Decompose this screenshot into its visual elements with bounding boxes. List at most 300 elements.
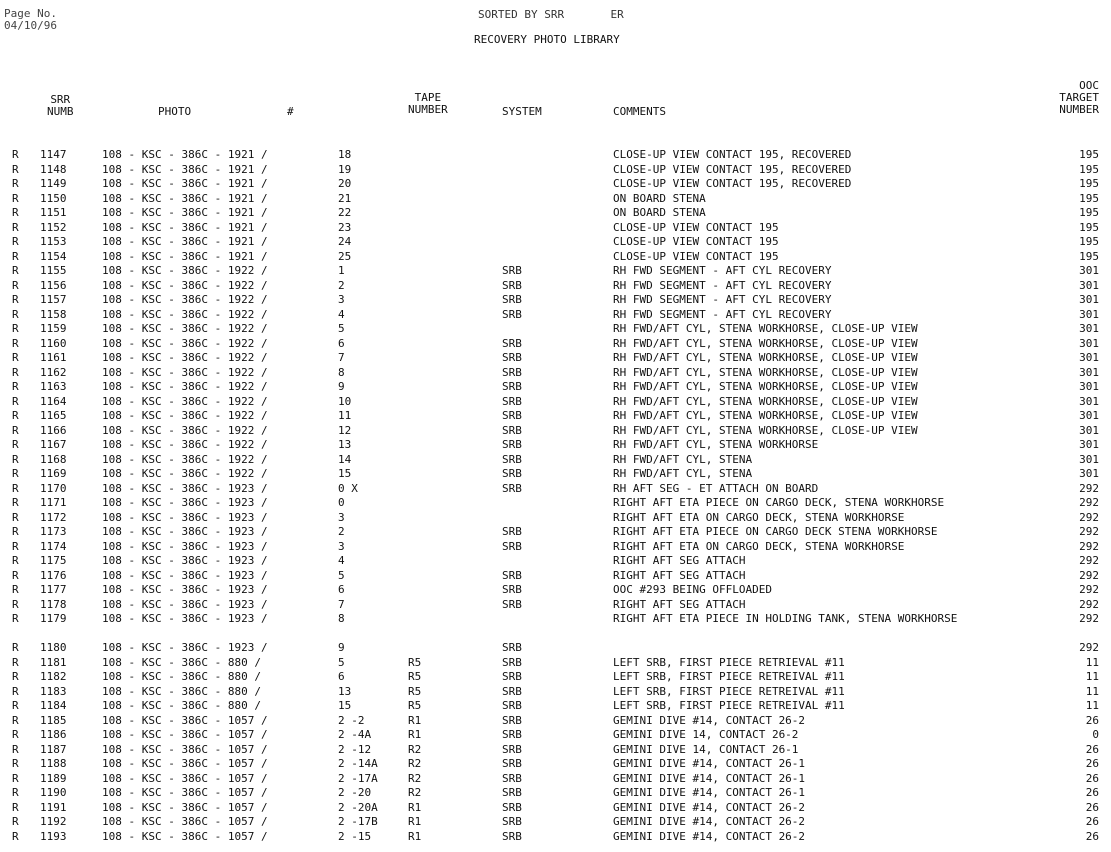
cell-flag: R (12, 336, 19, 350)
cell-photo-id: 108 - KSC - 386C - 1922 / (102, 336, 268, 350)
cell-comments: LEFT SRB, FIRST PIECE RETREIVAL #11 (613, 684, 845, 698)
cell-system: SRB (502, 800, 522, 814)
cell-frame-number: 2 -20 (338, 786, 372, 799)
cell-photo-id: 108 - KSC - 386C - 1922 / (102, 264, 268, 277)
cell-flag: R (12, 670, 19, 683)
cell-comments: LEFT SRB, FIRST PIECE RETRIEVAL #11 (613, 655, 845, 669)
cell-srr-number: 1191 (40, 800, 67, 814)
cell-flag: R (12, 641, 19, 654)
cell-photo-id: 108 - KSC - 386C - 1923 / (102, 554, 268, 567)
cell-comments: RH FWD/AFT CYL, STENA WORKHORSE, CLOSE-UP VIEW (613, 322, 918, 335)
cell-system: SRB (502, 699, 522, 712)
cell-photo-id: 108 - KSC - 386C - 1057 / (102, 771, 268, 785)
cell-frame-number: 10 (338, 394, 352, 408)
cell-comments: RH FWD SEGMENT - AFT CYL RECOVERY (613, 307, 832, 321)
cell-photo-id: 108 - KSC - 386C - 1922 / (102, 322, 268, 335)
cell-photo-id: 108 - KSC - 386C - 1057 / (102, 815, 268, 828)
table-row (0, 235, 1111, 250)
cell-comments: GEMINI DIVE 14, CONTACT 26-2 (613, 728, 799, 741)
page-number-label: Page No. (4, 7, 57, 20)
cell-frame-number: 2 -4A (338, 728, 372, 741)
cell-ooc-target: 292 (1079, 583, 1099, 596)
cell-tape-number: R2 (408, 771, 422, 785)
cell-comments: ON BOARD STENA (613, 191, 706, 205)
cell-frame-number: 15 (338, 699, 352, 712)
cell-tape-number: R5 (408, 684, 422, 698)
cell-comments: RIGHT AFT ETA PIECE IN HOLDING TANK, STENA WORKHORSE (613, 612, 958, 625)
cell-flag: R (12, 699, 19, 712)
cell-photo-id: 108 - KSC - 386C - 1922 / (102, 452, 268, 466)
table-row (0, 221, 1111, 236)
cell-srr-number: 1168 (40, 452, 67, 466)
col-comments-header: COMMENTS (613, 105, 666, 118)
table-row (0, 511, 1111, 526)
cell-flag: R (12, 786, 19, 799)
cell-ooc-target: 26 (1085, 800, 1099, 814)
cell-frame-number: 7 (338, 351, 345, 364)
cell-flag: R (12, 612, 19, 625)
cell-ooc-target: 11 (1085, 684, 1099, 698)
cell-comments: CLOSE-UP VIEW CONTACT 195 (613, 249, 779, 263)
cell-photo-id: 108 - KSC - 386C - 1057 / (102, 829, 268, 843)
cell-comments: LEFT SRB, FIRST PIECE RETREIVAL #11 (613, 670, 845, 683)
table-row (0, 293, 1111, 308)
cell-frame-number: 21 (338, 191, 352, 205)
cell-photo-id: 108 - KSC - 386C - 880 / (102, 670, 261, 683)
cell-system: SRB (502, 771, 522, 785)
report-title: RECOVERY PHOTO LIBRARY (474, 33, 620, 46)
cell-flag: R (12, 713, 19, 727)
cell-srr-number: 1181 (40, 655, 67, 669)
cell-ooc-target: 195 (1079, 191, 1099, 205)
cell-photo-id: 108 - KSC - 386C - 1921 / (102, 177, 268, 190)
photo-table-body (0, 148, 1111, 844)
cell-photo-id: 108 - KSC - 386C - 1922 / (102, 394, 268, 408)
cell-photo-id: 108 - KSC - 386C - 1923 / (102, 510, 268, 524)
cell-frame-number: 2 -15 (338, 829, 372, 843)
cell-frame-number: 12 (338, 423, 352, 437)
cell-flag: R (12, 757, 19, 770)
table-row (0, 801, 1111, 816)
cell-ooc-target: 292 (1079, 525, 1099, 538)
cell-ooc-target: 292 (1079, 641, 1099, 654)
cell-comments: RH AFT SEG - ET ATTACH ON BOARD (613, 481, 819, 495)
cell-flag: R (12, 438, 19, 451)
col-ooc-line2: TARGET (1059, 91, 1099, 104)
cell-frame-number: 25 (338, 249, 352, 263)
cell-frame-number: 6 (338, 583, 345, 596)
cell-flag: R (12, 481, 19, 495)
cell-comments: RH FWD/AFT CYL, STENA WORKHORSE, CLOSE-UP VIEW (613, 380, 918, 393)
cell-ooc-target: 301 (1079, 423, 1099, 437)
cell-flag: R (12, 249, 19, 263)
cell-srr-number: 1154 (40, 249, 67, 263)
cell-photo-id: 108 - KSC - 386C - 1921 / (102, 235, 268, 248)
cell-ooc-target: 0 (1092, 728, 1099, 741)
cell-system: SRB (502, 380, 522, 393)
cell-comments: GEMINI DIVE #14, CONTACT 26-1 (613, 786, 806, 799)
cell-flag: R (12, 235, 19, 248)
cell-srr-number: 1156 (40, 278, 67, 292)
cell-photo-id: 108 - KSC - 386C - 1921 / (102, 162, 268, 176)
cell-frame-number: 19 (338, 162, 352, 176)
cell-comments: RH FWD SEGMENT - AFT CYL RECOVERY (613, 293, 832, 306)
cell-flag: R (12, 380, 19, 393)
cell-comments: RH FWD/AFT CYL, STENA (613, 452, 753, 466)
cell-srr-number: 1190 (40, 786, 67, 799)
cell-srr-number: 1167 (40, 438, 67, 451)
cell-comments: GEMINI DIVE #14, CONTACT 26-1 (613, 757, 806, 770)
cell-flag: R (12, 365, 19, 379)
cell-photo-id: 108 - KSC - 386C - 1922 / (102, 409, 268, 422)
cell-frame-number: 2 -17A (338, 771, 378, 785)
cell-ooc-target: 301 (1079, 467, 1099, 480)
cell-photo-id: 108 - KSC - 386C - 1057 / (102, 757, 268, 770)
cell-srr-number: 1151 (40, 206, 67, 219)
cell-ooc-target: 301 (1079, 293, 1099, 306)
cell-srr-number: 1155 (40, 264, 67, 277)
cell-ooc-target: 301 (1079, 409, 1099, 422)
cell-comments: RH FWD/AFT CYL, STENA (613, 467, 753, 480)
cell-system: SRB (502, 670, 522, 683)
cell-system: SRB (502, 365, 522, 379)
cell-tape-number: R2 (408, 786, 422, 799)
cell-ooc-target: 301 (1079, 264, 1099, 277)
cell-ooc-target: 26 (1085, 771, 1099, 785)
cell-flag: R (12, 307, 19, 321)
table-row (0, 264, 1111, 279)
cell-system: SRB (502, 525, 522, 538)
cell-frame-number: 4 (338, 554, 345, 567)
cell-srr-number: 1163 (40, 380, 67, 393)
cell-frame-number: 2 (338, 278, 345, 292)
table-row (0, 743, 1111, 758)
cell-photo-id: 108 - KSC - 386C - 1921 / (102, 220, 268, 234)
cell-photo-id: 108 - KSC - 386C - 880 / (102, 684, 261, 698)
cell-system: SRB (502, 264, 522, 277)
cell-srr-number: 1152 (40, 220, 67, 234)
table-row (0, 583, 1111, 598)
cell-flag: R (12, 220, 19, 234)
cell-frame-number: 9 (338, 380, 345, 393)
cell-srr-number: 1183 (40, 684, 67, 698)
cell-tape-number: R1 (408, 728, 422, 741)
cell-system: SRB (502, 438, 522, 451)
cell-srr-number: 1187 (40, 742, 67, 756)
cell-tape-number: R1 (408, 800, 422, 814)
cell-frame-number: 24 (338, 235, 352, 248)
cell-comments: RIGHT AFT SEG ATTACH (613, 554, 746, 567)
cell-srr-number: 1193 (40, 829, 67, 843)
table-row (0, 337, 1111, 352)
cell-srr-number: 1169 (40, 467, 67, 480)
table-row (0, 699, 1111, 714)
cell-ooc-target: 195 (1079, 162, 1099, 176)
cell-srr-number: 1186 (40, 728, 67, 741)
cell-comments: ON BOARD STENA (613, 206, 706, 219)
cell-flag: R (12, 423, 19, 437)
cell-photo-id: 108 - KSC - 386C - 1921 / (102, 148, 268, 161)
cell-tape-number: R5 (408, 699, 422, 712)
cell-system: SRB (502, 728, 522, 741)
cell-photo-id: 108 - KSC - 386C - 1923 / (102, 597, 268, 611)
cell-flag: R (12, 293, 19, 306)
cell-ooc-target: 292 (1079, 481, 1099, 495)
table-row (0, 554, 1111, 569)
cell-system: SRB (502, 293, 522, 306)
cell-system: SRB (502, 742, 522, 756)
cell-flag: R (12, 728, 19, 741)
cell-photo-id: 108 - KSC - 386C - 1921 / (102, 206, 268, 219)
cell-frame-number: 5 (338, 322, 345, 335)
cell-system: SRB (502, 394, 522, 408)
cell-comments: RH FWD SEGMENT - AFT CYL RECOVERY (613, 264, 832, 277)
cell-comments: RIGHT AFT SEG ATTACH (613, 597, 746, 611)
cell-flag: R (12, 191, 19, 205)
cell-photo-id: 108 - KSC - 386C - 880 / (102, 655, 261, 669)
cell-system: SRB (502, 539, 522, 553)
cell-srr-number: 1180 (40, 641, 67, 654)
cell-ooc-target: 26 (1085, 713, 1099, 727)
cell-srr-number: 1150 (40, 191, 67, 205)
cell-srr-number: 1157 (40, 293, 67, 306)
cell-flag: R (12, 322, 19, 335)
cell-ooc-target: 301 (1079, 351, 1099, 364)
cell-photo-id: 108 - KSC - 386C - 1922 / (102, 438, 268, 451)
cell-srr-number: 1162 (40, 365, 67, 379)
cell-flag: R (12, 177, 19, 190)
cell-ooc-target: 195 (1079, 220, 1099, 234)
cell-ooc-target: 26 (1085, 757, 1099, 770)
cell-system: SRB (502, 467, 522, 480)
cell-srr-number: 1153 (40, 235, 67, 248)
cell-flag: R (12, 684, 19, 698)
cell-frame-number: 4 (338, 307, 345, 321)
cell-system: SRB (502, 786, 522, 799)
cell-frame-number: 1 (338, 264, 345, 277)
cell-ooc-target: 26 (1085, 742, 1099, 756)
cell-frame-number: 0 (338, 496, 345, 509)
cell-photo-id: 108 - KSC - 386C - 1922 / (102, 467, 268, 480)
cell-flag: R (12, 771, 19, 785)
cell-frame-number: 8 (338, 612, 345, 625)
cell-ooc-target: 301 (1079, 365, 1099, 379)
cell-photo-id: 108 - KSC - 386C - 1057 / (102, 728, 268, 741)
cell-system: SRB (502, 423, 522, 437)
table-row (0, 438, 1111, 453)
cell-photo-id: 108 - KSC - 386C - 1922 / (102, 351, 268, 364)
cell-photo-id: 108 - KSC - 386C - 880 / (102, 699, 261, 712)
cell-photo-id: 108 - KSC - 386C - 1923 / (102, 583, 268, 596)
table-row (0, 525, 1111, 540)
cell-ooc-target: 195 (1079, 177, 1099, 190)
cell-srr-number: 1160 (40, 336, 67, 350)
cell-ooc-target: 292 (1079, 539, 1099, 553)
table-row (0, 366, 1111, 381)
cell-photo-id: 108 - KSC - 386C - 1923 / (102, 496, 268, 509)
cell-flag: R (12, 539, 19, 553)
cell-frame-number: 6 (338, 336, 345, 350)
cell-srr-number: 1166 (40, 423, 67, 437)
cell-comments: OOC #293 BEING OFFLOADED (613, 583, 772, 596)
cell-ooc-target: 292 (1079, 554, 1099, 567)
cell-photo-id: 108 - KSC - 386C - 1922 / (102, 307, 268, 321)
table-row (0, 815, 1111, 830)
cell-comments: RIGHT AFT ETA PIECE ON CARGO DECK STENA WORKHORSE (613, 525, 938, 538)
cell-photo-id: 108 - KSC - 386C - 1922 / (102, 293, 268, 306)
cell-ooc-target: 292 (1079, 496, 1099, 509)
cell-frame-number: 2 -2 (338, 713, 365, 727)
col-ooc-line1: OOC (1079, 79, 1099, 92)
cell-photo-id: 108 - KSC - 386C - 1923 / (102, 481, 268, 495)
cell-srr-number: 1159 (40, 322, 67, 335)
cell-system: SRB (502, 583, 522, 596)
cell-frame-number: 18 (338, 148, 352, 161)
table-row (0, 409, 1111, 424)
cell-frame-number: 8 (338, 365, 345, 379)
cell-ooc-target: 11 (1085, 670, 1099, 683)
cell-comments: GEMINI DIVE #14, CONTACT 26-2 (613, 815, 806, 828)
cell-ooc-target: 301 (1079, 438, 1099, 451)
cell-flag: R (12, 583, 19, 596)
cell-comments: RH FWD/AFT CYL, STENA WORKHORSE, CLOSE-UP VIEW (613, 336, 918, 350)
cell-srr-number: 1192 (40, 815, 67, 828)
cell-srr-number: 1149 (40, 177, 67, 190)
cell-flag: R (12, 554, 19, 567)
cell-srr-number: 1158 (40, 307, 67, 321)
cell-frame-number: 15 (338, 467, 352, 480)
col-srr-header (47, 94, 74, 118)
cell-flag: R (12, 264, 19, 277)
report-date: 04/10/96 (4, 19, 57, 32)
cell-ooc-target: 195 (1079, 249, 1099, 263)
cell-ooc-target: 292 (1079, 568, 1099, 582)
cell-comments: RH FWD/AFT CYL, STENA WORKHORSE, CLOSE-UP VIEW (613, 409, 918, 422)
cell-comments: LEFT SRB, FIRST PIECE RETREIVAL #11 (613, 699, 845, 712)
table-row (0, 424, 1111, 439)
cell-flag: R (12, 597, 19, 611)
cell-flag: R (12, 148, 19, 161)
table-row (0, 496, 1111, 511)
cell-ooc-target: 11 (1085, 699, 1099, 712)
cell-srr-number: 1179 (40, 612, 67, 625)
cell-system: SRB (502, 351, 522, 364)
cell-flag: R (12, 568, 19, 582)
cell-flag: R (12, 510, 19, 524)
cell-ooc-target: 26 (1085, 829, 1099, 843)
cell-system: SRB (502, 307, 522, 321)
cell-comments: RH FWD/AFT CYL, STENA WORKHORSE (613, 438, 819, 451)
cell-photo-id: 108 - KSC - 386C - 1922 / (102, 278, 268, 292)
cell-comments: RIGHT AFT ETA ON CARGO DECK, STENA WORKHORSE (613, 510, 905, 524)
cell-flag: R (12, 496, 19, 509)
col-system-header: SYSTEM (502, 105, 542, 118)
cell-system: SRB (502, 336, 522, 350)
cell-tape-number: R5 (408, 670, 422, 683)
cell-frame-number: 7 (338, 597, 345, 611)
cell-flag: R (12, 394, 19, 408)
table-row (0, 279, 1111, 294)
cell-tape-number: R2 (408, 742, 422, 756)
cell-frame-number: 0 X (338, 481, 358, 495)
cell-flag: R (12, 800, 19, 814)
table-row (0, 612, 1111, 641)
cell-photo-id: 108 - KSC - 386C - 1921 / (102, 191, 268, 205)
cell-frame-number: 2 -12 (338, 742, 372, 756)
cell-ooc-target: 292 (1079, 510, 1099, 524)
cell-ooc-target: 11 (1085, 655, 1099, 669)
cell-ooc-target: 292 (1079, 597, 1099, 611)
col-ooc-line3: NUMBER (1059, 103, 1099, 116)
cell-photo-id: 108 - KSC - 386C - 1922 / (102, 365, 268, 379)
table-row (0, 453, 1111, 468)
cell-ooc-target: 195 (1079, 235, 1099, 248)
cell-srr-number: 1173 (40, 525, 67, 538)
col-srr-line2: NUMB (47, 105, 74, 118)
cell-system: SRB (502, 409, 522, 422)
cell-srr-number: 1182 (40, 670, 67, 683)
cell-srr-number: 1177 (40, 583, 67, 596)
cell-ooc-target: 301 (1079, 322, 1099, 335)
cell-system: SRB (502, 655, 522, 669)
cell-frame-number: 3 (338, 510, 345, 524)
cell-frame-number: 13 (338, 684, 352, 698)
cell-ooc-target: 26 (1085, 815, 1099, 828)
table-row (0, 250, 1111, 265)
cell-system: SRB (502, 684, 522, 698)
col-tape-line1: TAPE (414, 91, 442, 104)
cell-flag: R (12, 452, 19, 466)
table-row (0, 540, 1111, 555)
cell-system: SRB (502, 713, 522, 727)
cell-comments: RIGHT AFT ETA ON CARGO DECK, STENA WORKHORSE (613, 539, 905, 553)
cell-srr-number: 1171 (40, 496, 67, 509)
table-row (0, 641, 1111, 656)
cell-frame-number: 11 (338, 409, 352, 422)
cell-comments: RIGHT AFT SEG ATTACH (613, 568, 746, 582)
cell-tape-number: R1 (408, 829, 422, 843)
cell-srr-number: 1189 (40, 771, 67, 785)
cell-comments: GEMINI DIVE #14, CONTACT 26-2 (613, 713, 806, 727)
cell-comments: CLOSE-UP VIEW CONTACT 195, RECOVERED (613, 162, 852, 176)
cell-photo-id: 108 - KSC - 386C - 1922 / (102, 423, 268, 437)
table-row (0, 685, 1111, 700)
cell-frame-number: 9 (338, 641, 345, 654)
cell-ooc-target: 301 (1079, 380, 1099, 393)
table-row (0, 351, 1111, 366)
cell-srr-number: 1164 (40, 394, 67, 408)
cell-comments: CLOSE-UP VIEW CONTACT 195, RECOVERED (613, 148, 852, 161)
cell-system: SRB (502, 757, 522, 770)
cell-ooc-target: 301 (1079, 336, 1099, 350)
cell-ooc-target: 301 (1079, 452, 1099, 466)
col-srr-line1: SRR (50, 93, 71, 106)
cell-srr-number: 1185 (40, 713, 67, 727)
table-row (0, 670, 1111, 685)
cell-srr-number: 1148 (40, 162, 67, 176)
cell-srr-number: 1170 (40, 481, 67, 495)
cell-flag: R (12, 409, 19, 422)
cell-ooc-target: 301 (1079, 394, 1099, 408)
cell-comments: CLOSE-UP VIEW CONTACT 195, RECOVERED (613, 177, 852, 190)
cell-flag: R (12, 206, 19, 219)
cell-system: SRB (502, 278, 522, 292)
table-row (0, 714, 1111, 729)
cell-comments: RH FWD/AFT CYL, STENA WORKHORSE, CLOSE-UP VIEW (613, 423, 918, 437)
cell-flag: R (12, 829, 19, 843)
cell-photo-id: 108 - KSC - 386C - 1923 / (102, 525, 268, 538)
col-ooc-header (1059, 80, 1099, 116)
